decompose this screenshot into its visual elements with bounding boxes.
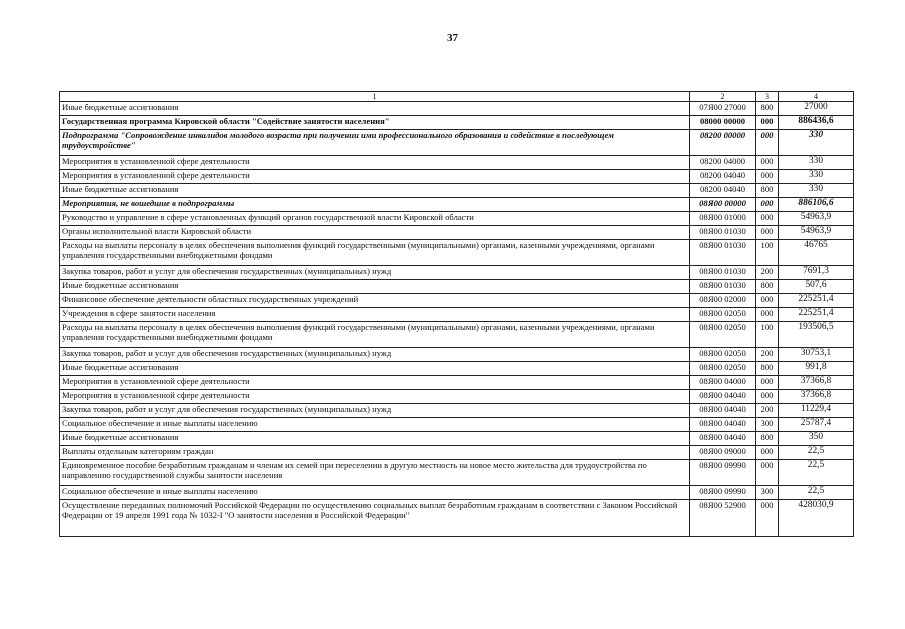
table-row — [60, 280, 854, 294]
header-col-4: 4 — [779, 92, 854, 102]
header-col-2: 2 — [690, 92, 756, 102]
row-amount-cell: 225251,4 — [779, 294, 854, 308]
table-row — [60, 460, 854, 486]
row-name-cell: Иные бюджетные ассигнования — [60, 280, 690, 294]
row-name-cell: Иные бюджетные ассигнования — [60, 102, 690, 116]
row-name-cell: Расходы на выплаты персоналу в целях обеспечения выполнения функций государственными (муниципальными) органами, казенными учреждениями, органами управления государственными внебюджетными фондами — [60, 240, 690, 266]
table-row — [60, 486, 854, 500]
row-amount-cell: 22,5 — [779, 460, 854, 486]
row-code-cell: 08Я00 01030 — [690, 240, 756, 266]
row-type-cell: 200 — [756, 266, 779, 280]
row-amount-cell: 37366,8 — [779, 376, 854, 390]
row-amount-cell: 330 — [779, 170, 854, 184]
table-row — [60, 212, 854, 226]
row-code-cell: 08Я00 02050 — [690, 362, 756, 376]
row-name-cell: Социальное обеспечение и иные выплаты населению — [60, 418, 690, 432]
row-type-cell: 200 — [756, 348, 779, 362]
row-type-cell: 000 — [756, 294, 779, 308]
row-code-cell: 08Я00 09990 — [690, 486, 756, 500]
row-amount-cell: 46765 — [779, 240, 854, 266]
row-type-cell: 000 — [756, 116, 779, 130]
table-row — [60, 102, 854, 116]
row-code-cell: 07Я00 27000 — [690, 102, 756, 116]
row-amount-cell: 27000 — [779, 102, 854, 116]
row-name-cell: Иные бюджетные ассигнования — [60, 362, 690, 376]
row-code-cell: 08Я00 01030 — [690, 226, 756, 240]
row-amount-cell: 886436,6 — [779, 116, 854, 130]
row-name-cell: Выплаты отдельным категориям граждан — [60, 446, 690, 460]
row-amount-cell: 22,5 — [779, 486, 854, 500]
row-name-cell: Иные бюджетные ассигнования — [60, 184, 690, 198]
row-amount-cell: 330 — [779, 130, 854, 156]
table-row — [60, 390, 854, 404]
table-row — [60, 184, 854, 198]
row-amount-cell: 30753,1 — [779, 348, 854, 362]
row-code-cell: 08Я00 02050 — [690, 322, 756, 348]
table-row — [60, 432, 854, 446]
row-amount-cell: 54963,9 — [779, 226, 854, 240]
row-amount-cell: 225251,4 — [779, 308, 854, 322]
row-amount-cell: 991,8 — [779, 362, 854, 376]
row-amount-cell: 886106,6 — [779, 198, 854, 212]
row-amount-cell: 7691,3 — [779, 266, 854, 280]
row-amount-cell: 22,5 — [779, 446, 854, 460]
row-name-cell: Руководство и управление в сфере установленных функций органов государственной власти Кировской области — [60, 212, 690, 226]
row-type-cell: 800 — [756, 184, 779, 198]
row-amount-cell: 25787,4 — [779, 418, 854, 432]
row-name-cell: Мероприятия в установленной сфере деятельности — [60, 170, 690, 184]
row-code-cell: 08Я00 02050 — [690, 348, 756, 362]
row-type-cell: 800 — [756, 280, 779, 294]
row-code-cell: 08200 00000 — [690, 130, 756, 156]
row-type-cell: 000 — [756, 500, 779, 537]
row-name-cell: Закупка товаров, работ и услуг для обеспечения государственных (муниципальных) нужд — [60, 404, 690, 418]
header-row — [60, 92, 854, 102]
table-row — [60, 116, 854, 130]
row-code-cell: 08Я00 04000 — [690, 376, 756, 390]
table-row — [60, 376, 854, 390]
row-type-cell: 000 — [756, 198, 779, 212]
row-name-cell: Мероприятия в установленной сфере деятельности — [60, 390, 690, 404]
row-type-cell: 000 — [756, 226, 779, 240]
row-code-cell: 08Я00 02000 — [690, 294, 756, 308]
row-type-cell: 000 — [756, 460, 779, 486]
table-row — [60, 418, 854, 432]
row-code-cell: 08Я00 01030 — [690, 280, 756, 294]
row-code-cell: 08Я00 01000 — [690, 212, 756, 226]
row-name-cell: Подпрограмма "Сопровождение инвалидов молодого возраста при получении ими профессионального образования и содействие в последующем трудоустройстве" — [60, 130, 690, 156]
header-col-1: 1 — [60, 92, 690, 102]
row-amount-cell: 11229,4 — [779, 404, 854, 418]
row-type-cell: 800 — [756, 432, 779, 446]
row-name-cell: Единовременное пособие безработным гражданам и членам их семей при переселении в другую местность на новое место жительства для трудоустройства по направлению государственной службы занятости населения — [60, 460, 690, 486]
budget-table — [59, 91, 854, 537]
budget-table-body — [60, 92, 854, 537]
table-row — [60, 130, 854, 156]
row-type-cell: 100 — [756, 322, 779, 348]
table-row — [60, 170, 854, 184]
row-code-cell: 08200 04040 — [690, 170, 756, 184]
row-code-cell: 08Я00 52900 — [690, 500, 756, 537]
row-code-cell: 08200 04040 — [690, 184, 756, 198]
table-row — [60, 240, 854, 266]
row-name-cell: Мероприятия в установленной сфере деятельности — [60, 376, 690, 390]
row-amount-cell: 330 — [779, 184, 854, 198]
row-name-cell: Закупка товаров, работ и услуг для обеспечения государственных (муниципальных) нужд — [60, 266, 690, 280]
row-amount-cell: 37366,8 — [779, 390, 854, 404]
table-row — [60, 446, 854, 460]
table-row — [60, 226, 854, 240]
row-type-cell: 000 — [756, 170, 779, 184]
row-code-cell: 08Я00 04040 — [690, 432, 756, 446]
page-number: 37 — [447, 32, 458, 44]
row-type-cell: 100 — [756, 240, 779, 266]
row-code-cell: 08000 00000 — [690, 116, 756, 130]
table-row — [60, 308, 854, 322]
table-row — [60, 322, 854, 348]
row-type-cell: 000 — [756, 156, 779, 170]
row-name-cell: Мероприятия, не вошедшие в подпрограммы — [60, 198, 690, 212]
row-type-cell: 300 — [756, 486, 779, 500]
row-name-cell: Государственная программа Кировской области "Содействие занятости населения" — [60, 116, 690, 130]
table-row — [60, 348, 854, 362]
row-name-cell: Мероприятия в установленной сфере деятельности — [60, 156, 690, 170]
row-type-cell: 000 — [756, 390, 779, 404]
row-code-cell: 08Я00 09000 — [690, 446, 756, 460]
table-row — [60, 156, 854, 170]
row-amount-cell: 193506,5 — [779, 322, 854, 348]
row-code-cell: 08200 04000 — [690, 156, 756, 170]
row-type-cell: 300 — [756, 418, 779, 432]
row-code-cell: 08Я00 02050 — [690, 308, 756, 322]
row-code-cell: 08Я00 00000 — [690, 198, 756, 212]
row-amount-cell: 350 — [779, 432, 854, 446]
row-code-cell: 08Я00 04040 — [690, 418, 756, 432]
table-row — [60, 266, 854, 280]
table-row — [60, 362, 854, 376]
row-name-cell: Финансовое обеспечение деятельности областных государственных учреждений — [60, 294, 690, 308]
row-code-cell: 08Я00 09990 — [690, 460, 756, 486]
row-type-cell: 000 — [756, 212, 779, 226]
row-code-cell: 08Я00 04040 — [690, 390, 756, 404]
row-amount-cell: 54963,9 — [779, 212, 854, 226]
row-name-cell: Социальное обеспечение и иные выплаты населению — [60, 486, 690, 500]
row-type-cell: 200 — [756, 404, 779, 418]
row-name-cell: Органы исполнительной власти Кировской области — [60, 226, 690, 240]
row-code-cell: 08Я00 04040 — [690, 404, 756, 418]
row-type-cell: 000 — [756, 376, 779, 390]
row-name-cell: Осуществление переданных полномочий Российской Федерации по осуществлению социальных выплат безработным гражданам в соответствии с Законом Российской Федерации от 19 апреля 1991 года № 1032-I "О занятости населения в Российской Федерации" — [60, 500, 690, 537]
table-row — [60, 500, 854, 537]
row-code-cell: 08Я00 01030 — [690, 266, 756, 280]
row-name-cell: Закупка товаров, работ и услуг для обеспечения государственных (муниципальных) нужд — [60, 348, 690, 362]
row-amount-cell: 428030,9 — [779, 500, 854, 537]
row-type-cell: 000 — [756, 130, 779, 156]
row-type-cell: 000 — [756, 446, 779, 460]
row-type-cell: 800 — [756, 102, 779, 116]
row-amount-cell: 507,6 — [779, 280, 854, 294]
row-type-cell: 000 — [756, 308, 779, 322]
table-row — [60, 198, 854, 212]
row-name-cell: Иные бюджетные ассигнования — [60, 432, 690, 446]
table-row — [60, 294, 854, 308]
row-name-cell: Учреждения в сфере занятости населения — [60, 308, 690, 322]
table-row — [60, 404, 854, 418]
row-amount-cell: 330 — [779, 156, 854, 170]
header-col-3: 3 — [756, 92, 779, 102]
row-name-cell: Расходы на выплаты персоналу в целях обеспечения выполнения функций государственными (муниципальными) органами, казенными учреждениями, органами управления государственными внебюджетными фондами — [60, 322, 690, 348]
row-type-cell: 800 — [756, 362, 779, 376]
